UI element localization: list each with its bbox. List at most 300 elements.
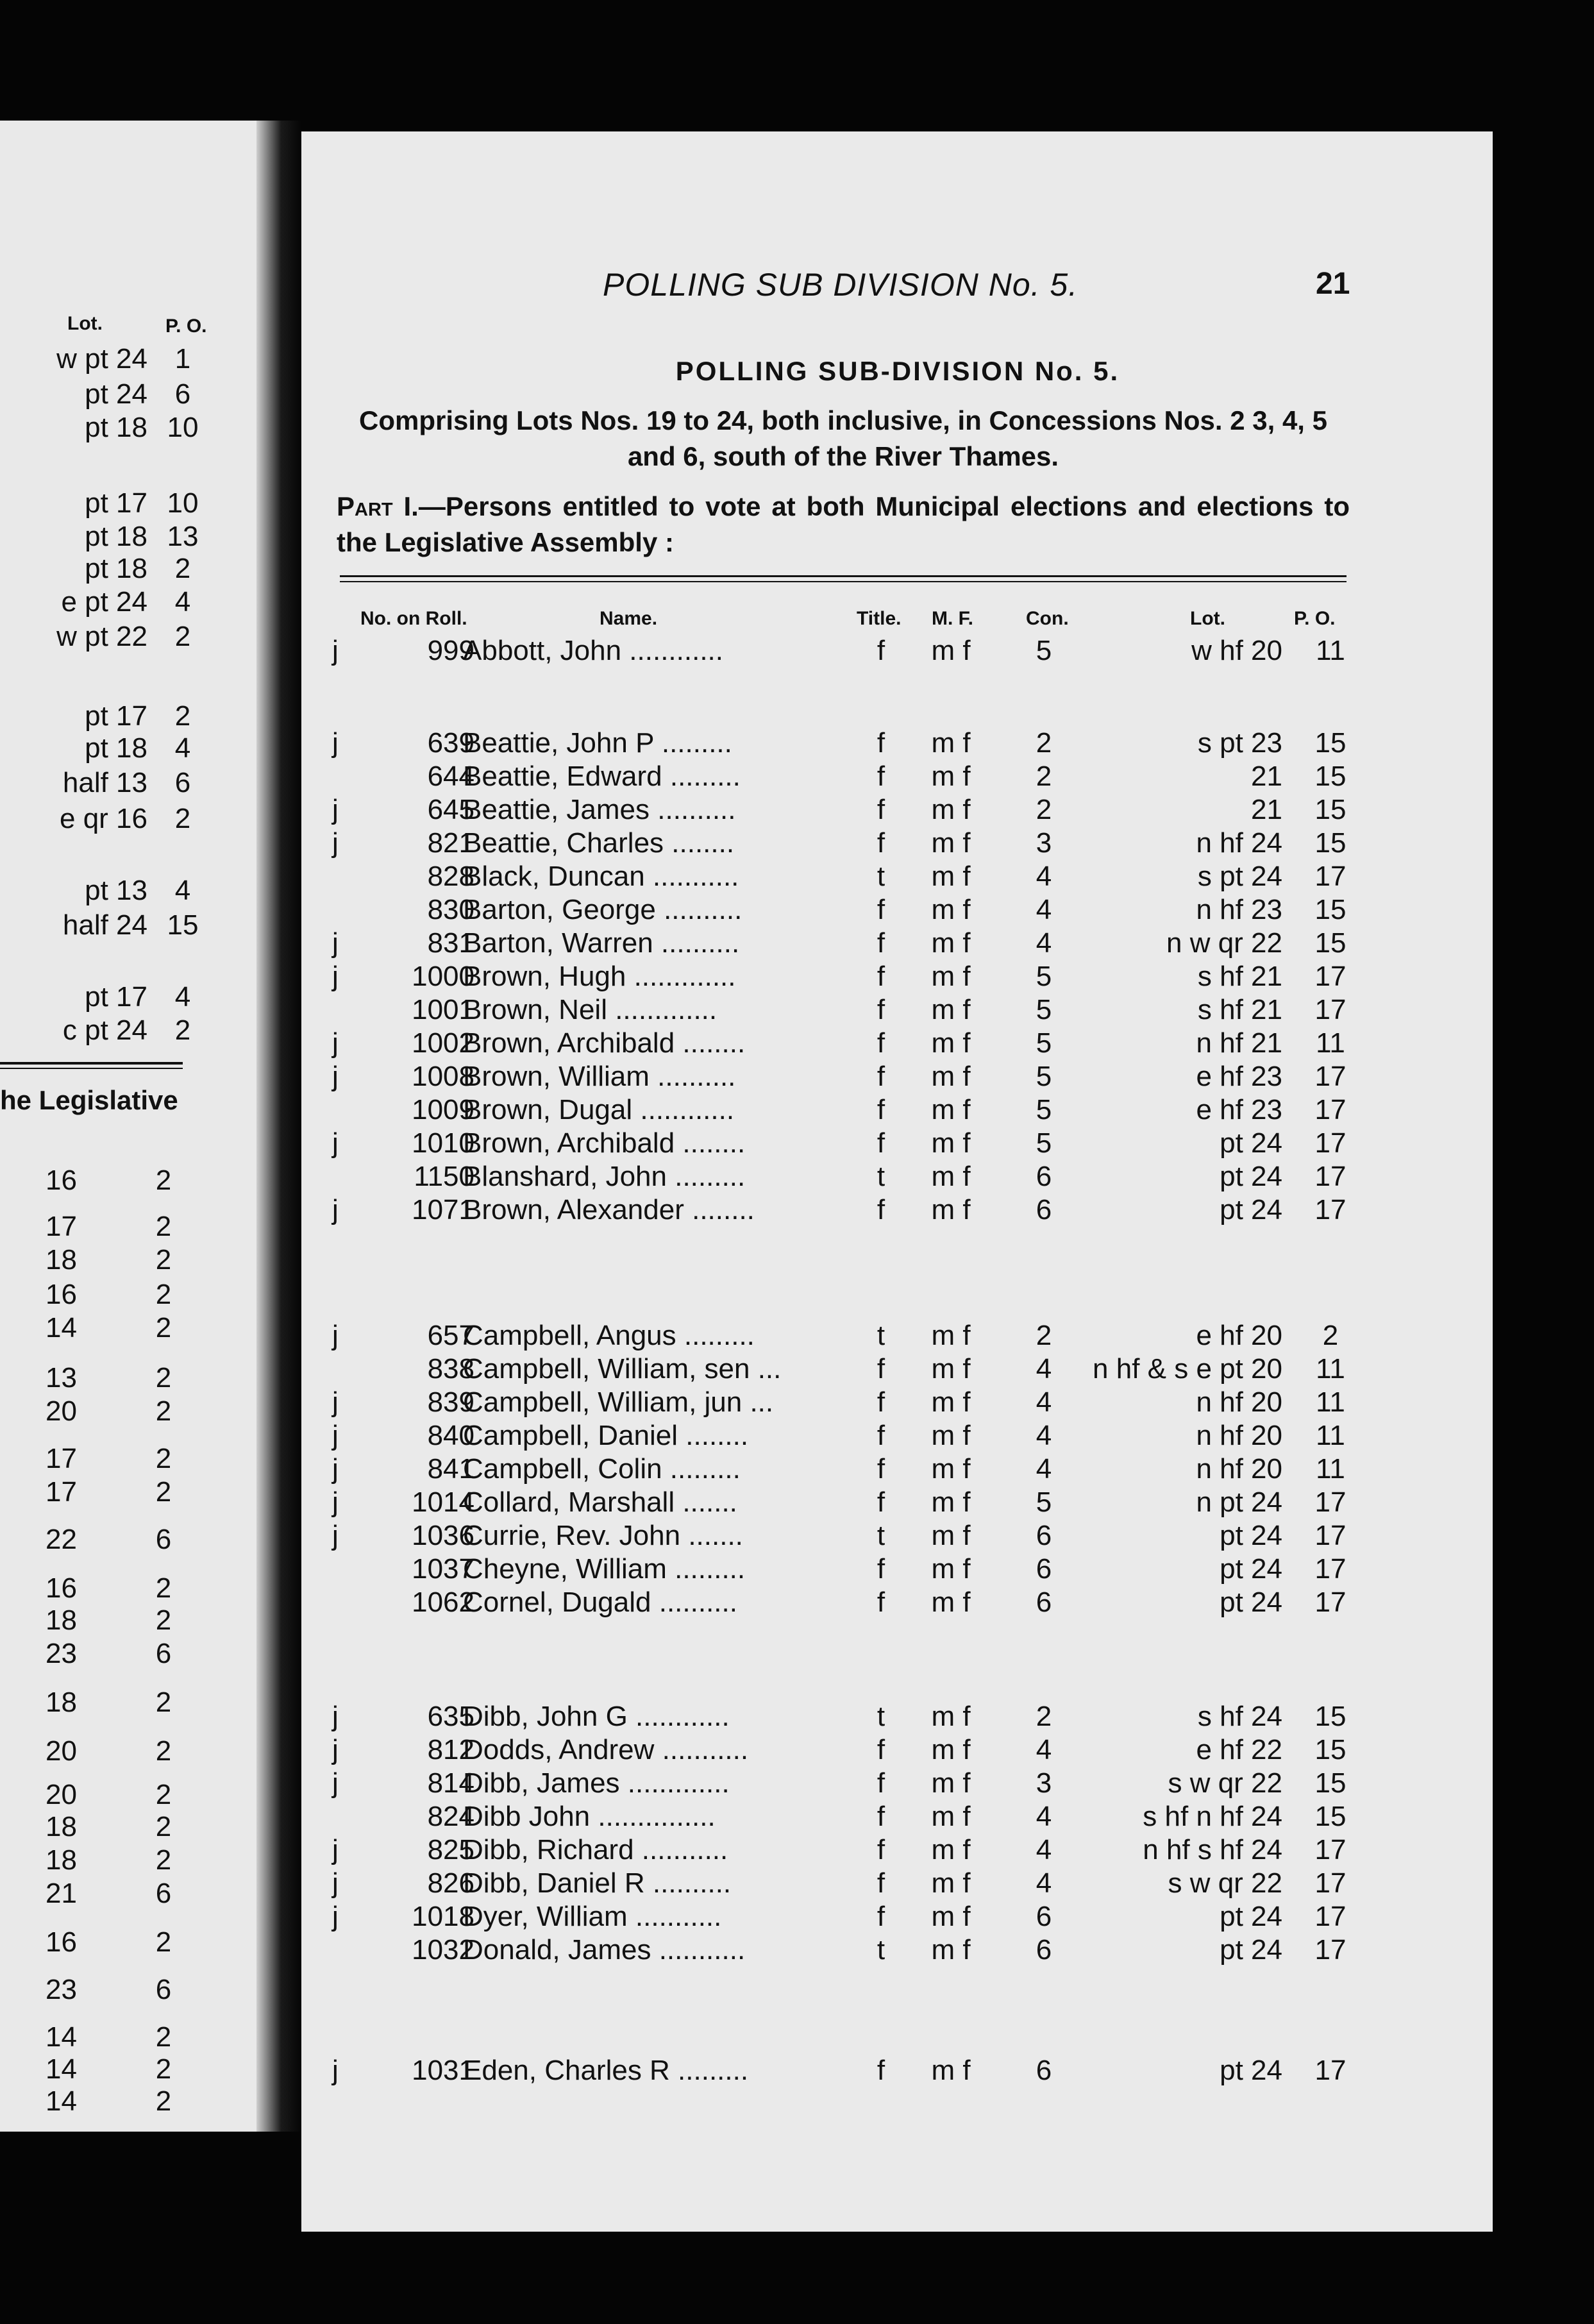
- roll-number: 644: [427, 761, 474, 792]
- voter-title: f: [877, 1353, 885, 1385]
- voter-name: [463, 635, 809, 667]
- voter-row: [301, 1587, 1494, 1620]
- left-row-lot: 14: [46, 2085, 77, 2117]
- voter-name-text: Abbott, John: [463, 635, 622, 666]
- roll-number: 824: [427, 1801, 474, 1832]
- voter-title: t: [877, 1934, 885, 1966]
- left-row-lot: 22: [46, 1524, 77, 1555]
- voter-row: [301, 1386, 1494, 1420]
- roll-number: 828: [427, 861, 474, 892]
- voter-concession: 6: [1036, 1161, 1052, 1192]
- roll-number: 635: [427, 1701, 474, 1732]
- voter-mf: m f: [931, 1801, 971, 1832]
- left-row-po: 2: [155, 1926, 172, 1958]
- voter-name: [463, 1420, 809, 1452]
- voter-name: [463, 1701, 809, 1733]
- roll-number: 1150: [414, 1161, 474, 1192]
- col-head-name: Name.: [600, 608, 658, 629]
- voter-name-text: Currie, Rev. John: [463, 1520, 681, 1551]
- left-row: [0, 1572, 244, 1607]
- left-row-lot: 17: [46, 1476, 77, 1508]
- voter-name-text: Campbell, Angus: [463, 1320, 676, 1351]
- voter-concession: 4: [1036, 1386, 1052, 1418]
- left-row: [0, 1211, 244, 1245]
- voter-mf: m f: [931, 1386, 971, 1418]
- left-row: [0, 1524, 244, 1558]
- voter-mf: m f: [931, 761, 971, 792]
- voter-name-text: Donald, James: [463, 1934, 651, 1966]
- col-head-title: Title.: [857, 608, 902, 629]
- voter-concession: 4: [1036, 1834, 1052, 1865]
- left-page-rule: [0, 1062, 183, 1069]
- left-row: [0, 2021, 244, 2056]
- roll-prefix: j: [332, 2055, 339, 2086]
- left-row-lot: pt 24: [85, 378, 147, 410]
- left-row-lot: 20: [46, 1779, 77, 1810]
- leader-dots: .........: [662, 1453, 741, 1485]
- voter-concession: 5: [1036, 1061, 1052, 1092]
- voter-po: 11: [1316, 1353, 1345, 1385]
- voter-mf: m f: [931, 1701, 971, 1732]
- book-gutter: [256, 121, 301, 2132]
- left-row: [0, 767, 244, 802]
- voter-po: 15: [1314, 1767, 1347, 1799]
- voter-title: f: [877, 1127, 885, 1159]
- voter-name: [463, 1901, 809, 1933]
- left-row-lot: 20: [46, 1735, 77, 1767]
- left-row-lot: half 24: [62, 909, 147, 941]
- voter-concession: 4: [1036, 861, 1052, 892]
- col-head-con: Con.: [1026, 608, 1069, 629]
- left-row-po: 2: [155, 1443, 172, 1474]
- roll-prefix: j: [332, 1386, 339, 1418]
- left-row-po: 2: [155, 1687, 172, 1718]
- left-row: [0, 1779, 244, 1814]
- voter-po: 15: [1314, 1701, 1347, 1732]
- voter-title: t: [877, 861, 885, 892]
- left-row-po: 2: [155, 2021, 172, 2053]
- roll-number: 1031: [412, 2055, 474, 2086]
- left-row-po: 2: [155, 1312, 172, 1343]
- voter-name: [463, 1161, 809, 1193]
- voter-name: [463, 1094, 809, 1126]
- part-label: Part I.: [337, 491, 419, 521]
- left-row-lot: pt 17: [85, 700, 147, 732]
- left-row-lot: pt 18: [85, 553, 147, 584]
- leader-dots: .........: [676, 1320, 755, 1351]
- voter-concession: 2: [1036, 794, 1052, 825]
- voter-mf: m f: [931, 1161, 971, 1192]
- left-row-lot: 14: [46, 2021, 77, 2053]
- left-row-po: 2: [155, 1165, 172, 1196]
- roll-number: 1009: [412, 1094, 474, 1125]
- voter-title: f: [877, 1194, 885, 1225]
- voter-po: 17: [1314, 1520, 1347, 1551]
- voter-title: f: [877, 794, 885, 825]
- voter-lot: s w qr 22: [1168, 1867, 1282, 1899]
- left-row-po: 4: [174, 586, 191, 618]
- voter-lot: pt 24: [1220, 1934, 1282, 1966]
- left-row: [0, 909, 244, 944]
- voter-name-text: Cornel, Dugald: [463, 1587, 651, 1618]
- left-legislative-heading: he Legislative: [0, 1085, 178, 1115]
- voter-row: [301, 1520, 1494, 1553]
- voter-lot: pt 24: [1220, 1553, 1282, 1585]
- voter-name: [463, 1353, 809, 1385]
- roll-prefix: j: [332, 1734, 339, 1765]
- voter-name-text: Beattie, James: [463, 794, 650, 825]
- voter-name-text: Dyer, William: [463, 1901, 628, 1932]
- voter-title: f: [877, 994, 885, 1025]
- voter-mf: m f: [931, 1453, 971, 1485]
- voter-row: [301, 727, 1494, 761]
- voter-name: [463, 1127, 809, 1159]
- voter-mf: m f: [931, 1587, 971, 1618]
- voter-mf: m f: [931, 927, 971, 959]
- voter-concession: 5: [1036, 1127, 1052, 1159]
- voter-name: [463, 1734, 809, 1766]
- voter-po: 17: [1314, 994, 1347, 1025]
- part-text: —Persons entitled to vote at both Municipal elections and elections to the Legislative Assembly :: [337, 491, 1350, 557]
- voter-name-text: Campbell, William, sen: [463, 1353, 750, 1385]
- roll-number: 1008: [412, 1061, 474, 1092]
- voter-name: [463, 1061, 809, 1093]
- leader-dots: ............: [627, 1701, 730, 1732]
- leader-dots: ........: [684, 1194, 755, 1225]
- voter-title: f: [877, 1834, 885, 1865]
- voter-mf: m f: [931, 1194, 971, 1225]
- voter-row: [301, 794, 1494, 827]
- leader-dots: ...............: [590, 1801, 716, 1832]
- voter-title: t: [877, 1520, 885, 1551]
- header-rule: [340, 575, 1347, 577]
- voter-po: 15: [1314, 794, 1347, 825]
- roll-number: 1000: [412, 961, 474, 992]
- voter-concession: 2: [1036, 761, 1052, 792]
- voter-concession: 4: [1036, 894, 1052, 925]
- voter-name-text: Dodds, Andrew: [463, 1734, 655, 1765]
- voter-row: [301, 927, 1494, 961]
- left-row-po: 2: [174, 621, 191, 652]
- roll-number: 840: [427, 1420, 474, 1451]
- voter-lot: n w qr 22: [1166, 927, 1282, 959]
- left-row-lot: 18: [46, 1244, 77, 1276]
- left-row-lot: 21: [46, 1878, 77, 1909]
- voter-mf: m f: [931, 1061, 971, 1092]
- voter-name: [463, 1194, 809, 1226]
- voter-po: 11: [1316, 635, 1345, 666]
- left-row: [0, 1974, 244, 2008]
- left-row-po: 2: [155, 1476, 172, 1508]
- voter-po: 11: [1316, 1027, 1345, 1059]
- roll-number: 639: [427, 727, 474, 759]
- voter-po: 17: [1314, 1486, 1347, 1518]
- left-row-lot: e pt 24: [61, 586, 147, 618]
- left-row-lot: w pt 24: [56, 343, 147, 375]
- left-row-lot: half 13: [62, 767, 147, 798]
- voter-mf: m f: [931, 1734, 971, 1765]
- left-row-po: 6: [174, 767, 191, 798]
- leader-dots: ...........: [644, 861, 739, 892]
- left-lot-header: Lot.: [67, 313, 103, 334]
- roll-prefix: j: [332, 794, 339, 825]
- voter-lot: n hf 24: [1196, 827, 1282, 859]
- voter-row: [301, 1553, 1494, 1587]
- voter-mf: m f: [931, 827, 971, 859]
- voter-name: [463, 1587, 809, 1619]
- voter-name: [463, 1386, 809, 1419]
- voter-lot: n hf 20: [1196, 1386, 1282, 1418]
- voter-concession: 3: [1036, 1767, 1052, 1799]
- comprising-text: Comprising Lots Nos. 19 to 24, both inclusive, in Concessions Nos. 2 3, 4, 5 and 6, south of the River Thames.: [358, 405, 1327, 471]
- voter-lot: e hf 22: [1196, 1734, 1282, 1765]
- voter-name: [463, 1520, 809, 1552]
- left-row: [0, 487, 244, 522]
- voter-mf: m f: [931, 1420, 971, 1451]
- voter-name: [463, 1486, 809, 1519]
- voter-row: [301, 1127, 1494, 1161]
- voter-name-text: Brown, Dugal: [463, 1094, 633, 1125]
- voter-title: f: [877, 927, 885, 959]
- left-row-lot: pt 13: [85, 875, 147, 906]
- col-head-lot: Lot.: [1190, 608, 1225, 629]
- leader-dots: .........: [669, 2055, 749, 2086]
- running-head: POLLING SUB DIVISION No. 5.: [603, 267, 1078, 303]
- voter-name-text: Beattie, Charles: [463, 827, 664, 859]
- left-row-lot: pt 18: [85, 412, 147, 443]
- leader-dots: .............: [619, 1767, 730, 1799]
- left-row-po: 4: [174, 732, 191, 764]
- voter-concession: 5: [1036, 635, 1052, 666]
- voter-title: f: [877, 1553, 885, 1585]
- roll-number: 814: [427, 1767, 474, 1799]
- voter-row: [301, 1934, 1494, 1967]
- voter-title: f: [877, 961, 885, 992]
- voter-concession: 5: [1036, 1486, 1052, 1518]
- voter-lot: pt 24: [1220, 1194, 1282, 1225]
- left-row-po: 2: [174, 1015, 191, 1046]
- roll-number: 812: [427, 1734, 474, 1765]
- voter-row: [301, 1061, 1494, 1094]
- voter-concession: 6: [1036, 1194, 1052, 1225]
- left-row-lot: pt 17: [85, 981, 147, 1013]
- voter-mf: m f: [931, 727, 971, 759]
- left-row-po: 2: [155, 1572, 172, 1604]
- voter-name-text: Brown, Hugh: [463, 961, 626, 992]
- left-row: [0, 343, 244, 378]
- voter-po: 17: [1314, 1094, 1347, 1125]
- voter-row: [301, 1453, 1494, 1486]
- voter-concession: 2: [1036, 727, 1052, 759]
- voter-row: [301, 827, 1494, 861]
- leader-dots: ........: [678, 1420, 749, 1451]
- left-row: [0, 1844, 244, 1879]
- roll-number: 1036: [412, 1520, 474, 1551]
- voter-lot: s hf 21: [1197, 961, 1282, 992]
- left-row: [0, 412, 244, 446]
- voter-po: 17: [1314, 1194, 1347, 1225]
- voter-title: f: [877, 1061, 885, 1092]
- leader-dots: ..........: [649, 1061, 736, 1092]
- voter-name: [463, 861, 809, 893]
- voter-name-text: Brown, Neil: [463, 994, 607, 1025]
- left-row-lot: 16: [46, 1926, 77, 1958]
- leader-dots: ...........: [654, 1734, 749, 1765]
- leader-dots: .........: [666, 1553, 746, 1585]
- voter-mf: m f: [931, 1767, 971, 1799]
- voter-concession: 4: [1036, 1734, 1052, 1765]
- left-row-lot: 18: [46, 1844, 77, 1876]
- left-row: [0, 1244, 244, 1279]
- voter-mf: m f: [931, 1320, 971, 1351]
- leader-dots: ............: [632, 1094, 735, 1125]
- voter-row: [301, 1767, 1494, 1801]
- voter-name: [463, 727, 809, 759]
- voter-mf: m f: [931, 861, 971, 892]
- voter-lot: e hf 23: [1196, 1061, 1282, 1092]
- voter-name: [463, 1867, 809, 1899]
- voter-mf: m f: [931, 1027, 971, 1059]
- roll-number: 1014: [412, 1486, 474, 1518]
- voter-row: [301, 1161, 1494, 1194]
- left-row-po: 6: [155, 1878, 172, 1909]
- voter-po: 17: [1314, 1061, 1347, 1092]
- voter-name: [463, 1553, 809, 1585]
- voter-mf: m f: [931, 2055, 971, 2086]
- voter-name-text: Collard, Marshall: [463, 1486, 675, 1518]
- left-row-po: 2: [174, 553, 191, 584]
- voter-po: 17: [1314, 1834, 1347, 1865]
- left-row-lot: pt 18: [85, 732, 147, 764]
- voter-mf: m f: [931, 1520, 971, 1551]
- voter-row: [301, 1701, 1494, 1734]
- col-head-no: No. on Roll.: [360, 608, 467, 629]
- voter-title: f: [877, 1901, 885, 1932]
- voter-title: f: [877, 827, 885, 859]
- section-heading: POLLING SUB-DIVISION No. 5.: [675, 356, 1120, 386]
- voter-row: [301, 635, 1494, 668]
- roll-number: 826: [427, 1867, 474, 1899]
- left-row-lot: 23: [46, 1974, 77, 2005]
- voter-row: [301, 994, 1494, 1027]
- voter-po: 17: [1314, 1553, 1347, 1585]
- voter-po: 15: [1314, 727, 1347, 759]
- voter-name: [463, 927, 809, 959]
- voter-concession: 2: [1036, 1320, 1052, 1351]
- leader-dots: ............: [621, 635, 723, 666]
- left-row: [0, 521, 244, 555]
- voter-concession: 6: [1036, 1934, 1052, 1966]
- roll-number: 1018: [412, 1901, 474, 1932]
- left-row-po: 2: [155, 1211, 172, 1242]
- left-row-po: 2: [155, 1844, 172, 1876]
- voter-name: [463, 1801, 809, 1833]
- left-row-lot: 16: [46, 1279, 77, 1310]
- voter-mf: m f: [931, 961, 971, 992]
- left-row: [0, 1312, 244, 1347]
- voter-row: [301, 761, 1494, 794]
- voter-row: [301, 961, 1494, 994]
- leader-dots: ...........: [633, 1834, 728, 1865]
- left-row: [0, 1015, 244, 1049]
- voter-lot: s w qr 22: [1168, 1767, 1282, 1799]
- voter-title: t: [877, 1320, 885, 1351]
- voter-row: [301, 2055, 1494, 2088]
- voter-name-text: Blanshard, John: [463, 1161, 667, 1192]
- left-row-lot: 14: [46, 2053, 77, 2085]
- roll-number: 1037: [412, 1553, 474, 1585]
- left-row-lot: pt 17: [85, 487, 147, 519]
- voter-name-text: Brown, William: [463, 1061, 650, 1092]
- roll-number: 839: [427, 1386, 474, 1418]
- left-row-lot: 13: [46, 1362, 77, 1394]
- voter-mf: m f: [931, 1553, 971, 1585]
- voter-row: [301, 1901, 1494, 1934]
- left-row-lot: 18: [46, 1811, 77, 1842]
- left-row: [0, 586, 244, 621]
- voter-concession: 4: [1036, 1420, 1052, 1451]
- voter-po: 17: [1314, 1161, 1347, 1192]
- leader-dots: ..........: [653, 927, 740, 959]
- left-row-po: 6: [155, 1524, 172, 1555]
- voter-name-text: Brown, Archibald: [463, 1027, 675, 1059]
- voter-name: [463, 961, 809, 993]
- roll-prefix: j: [332, 1701, 339, 1732]
- voter-po: 15: [1314, 1801, 1347, 1832]
- leader-dots: ..........: [651, 1587, 737, 1618]
- voter-po: 17: [1314, 1934, 1347, 1966]
- roll-prefix: j: [332, 1767, 339, 1799]
- voter-lot: n pt 24: [1196, 1486, 1282, 1518]
- voter-po: 17: [1314, 1867, 1347, 1899]
- voter-title: f: [877, 1486, 885, 1518]
- leader-dots: .........: [662, 761, 741, 792]
- voter-name: [463, 1834, 809, 1866]
- voter-concession: 3: [1036, 827, 1052, 859]
- voter-concession: 5: [1036, 1094, 1052, 1125]
- voter-lot: n hf s hf 24: [1143, 1834, 1282, 1865]
- roll-number: 645: [427, 794, 474, 825]
- roll-prefix: j: [332, 1320, 339, 1351]
- leader-dots: ...........: [651, 1934, 746, 1966]
- leader-dots: .......: [675, 1486, 737, 1518]
- voter-concession: 6: [1036, 2055, 1052, 2086]
- roll-number: 1001: [412, 994, 474, 1025]
- voter-row: [301, 1027, 1494, 1061]
- left-row-lot: 17: [46, 1211, 77, 1242]
- voter-row: [301, 1320, 1494, 1353]
- roll-prefix: j: [332, 1194, 339, 1225]
- roll-number: 830: [427, 894, 474, 925]
- left-row-po: 2: [155, 1811, 172, 1842]
- voter-name-text: Campbell, Colin: [463, 1453, 662, 1485]
- left-row-lot: 23: [46, 1638, 77, 1669]
- voter-po: 17: [1314, 1587, 1347, 1618]
- roll-prefix: j: [332, 1901, 339, 1932]
- left-row-po: 2: [155, 1604, 172, 1636]
- left-row-po: 13: [167, 521, 199, 552]
- voter-po: 11: [1316, 1453, 1345, 1485]
- voter-lot: s hf 24: [1197, 1701, 1282, 1732]
- left-row: [0, 875, 244, 909]
- left-row-po: 2: [155, 1244, 172, 1276]
- roll-number: 999: [427, 635, 474, 666]
- voter-po: 17: [1314, 861, 1347, 892]
- voter-concession: 6: [1036, 1587, 1052, 1618]
- voter-title: f: [877, 894, 885, 925]
- roll-prefix: j: [332, 1867, 339, 1899]
- voter-concession: 5: [1036, 961, 1052, 992]
